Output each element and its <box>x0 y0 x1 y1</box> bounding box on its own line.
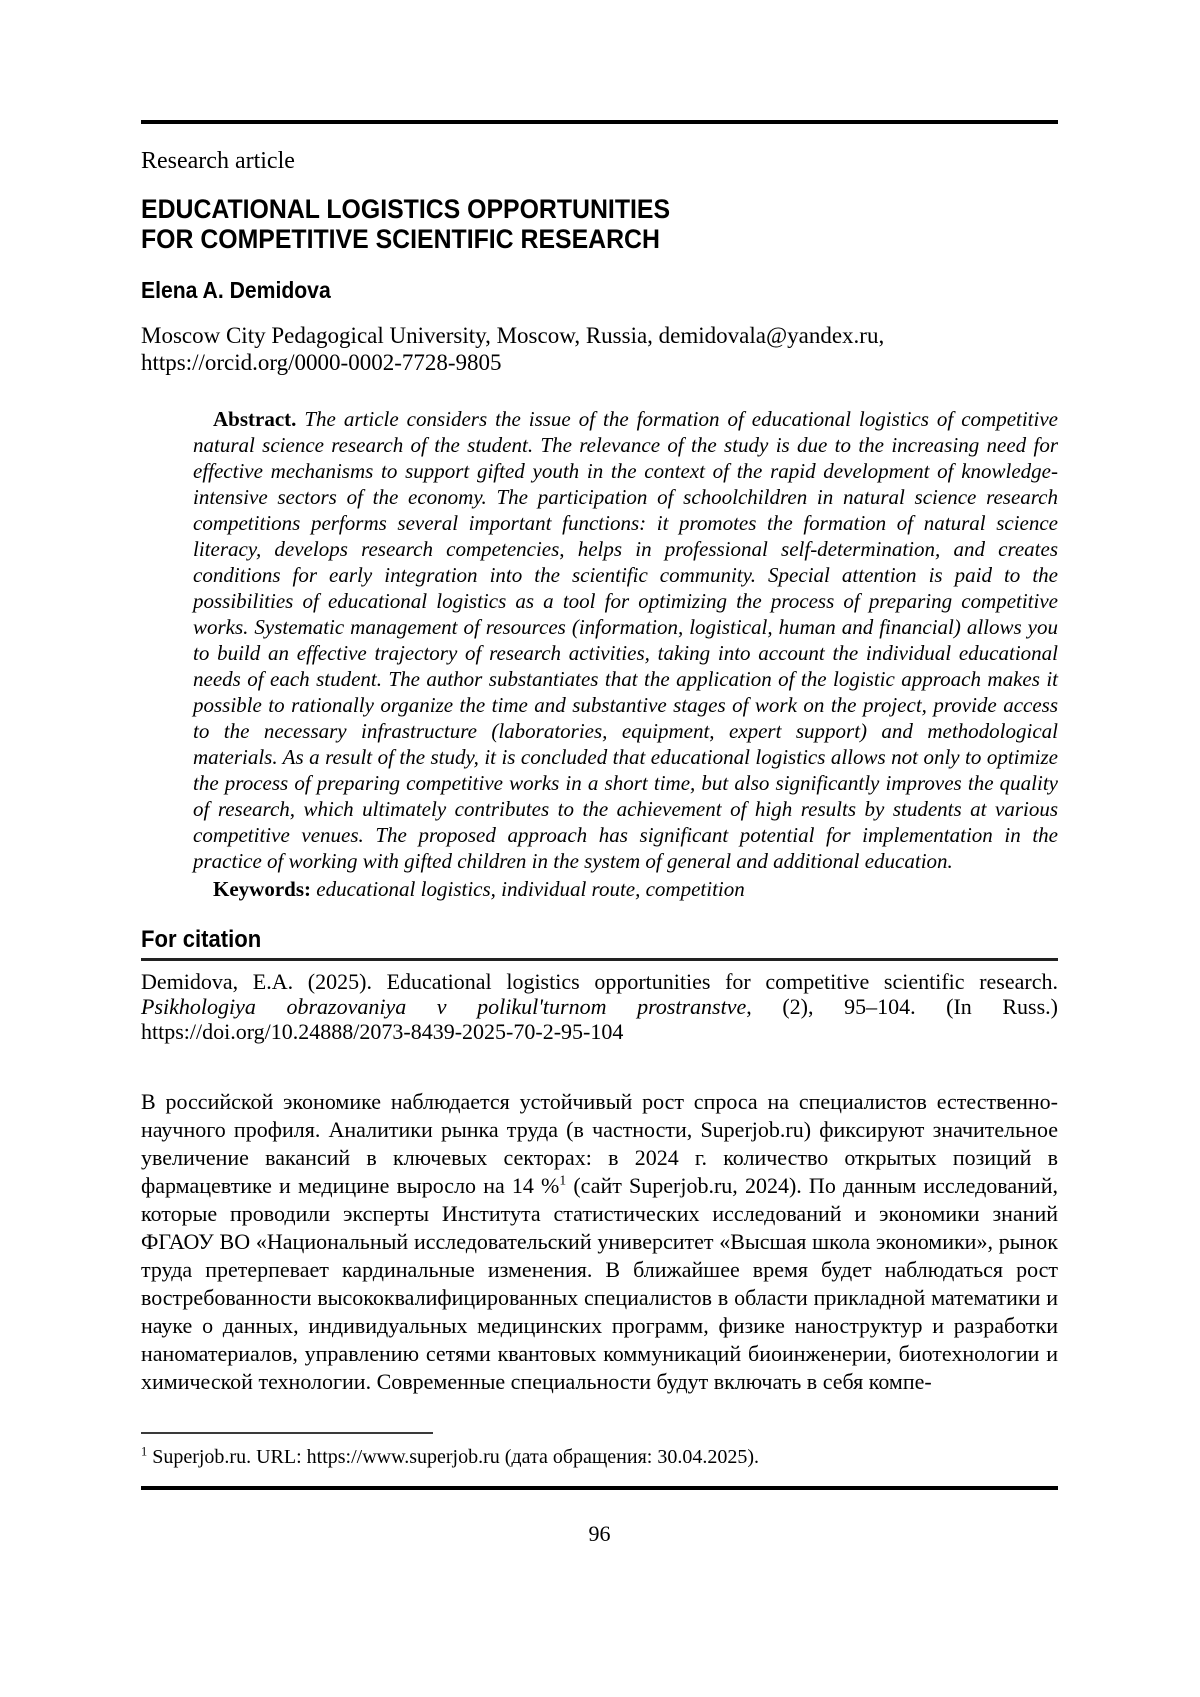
abstract-text: The article considers the issue of the formation of educational logistics of competitive natural science research of the student. The relevance of the study is due to the increasing need for effective mechanisms to support gifted youth in the context of the rapid development of knowledge-intensive sectors of the economy. The participation of schoolchildren in natural science research competitions performs several important functions: it promotes the formation of natural science literacy, develops research competencies, helps in professional self-determination, and creates conditions for early integration into the scientific community. Special attention is paid to the possibilities of educational logistics as a tool for optimizing the process of preparing competitive works. Systematic management of resources (information, logistical, human and financial) allows you to build an effective trajectory of research activities, taking into account the individual educational needs of each student. The author substantiates that the application of the logistic approach makes it possible to rationally organize the time and substantive stages of work on the project, provide access to the necessary infrastructure (laboratories, equipment, expert support) and methodological materials. As a result of the study, it is concluded that educational logistics allows not only to optimize the process of preparing competitive works in a short time, but also significantly improves the quality of research, which ultimately contributes to the achievement of high results by students at various competitive venues. The proposed approach has significant potential for implementation in the practice of working with gifted children in the system of general and additional education. <box>193 407 1058 873</box>
affiliation-text: Moscow City Pedagogical University, Moscow, Russia, demidovala@yandex.ru, <box>141 323 885 348</box>
abstract-paragraph <box>193 406 1058 874</box>
citation-paragraph <box>141 969 1058 1044</box>
article-title <box>141 194 985 254</box>
footnote-text: Superjob.ru. URL: https://www.superjob.ru (дата обращения: 30.04.2025). <box>147 1446 759 1468</box>
top-rule <box>141 120 1058 124</box>
article-type-label: Research article <box>141 148 295 174</box>
footnote-marker: 1 <box>141 1444 148 1459</box>
keywords-label: Keywords: <box>213 877 311 901</box>
article-title-line-1: EDUCATIONAL LOGISTICS OPPORTUNITIES <box>141 194 671 224</box>
citation-text-before-journal: Demidova, E.A. (2025). Educational logistics opportunities for competitive scientific research. <box>141 969 1058 994</box>
footnote-paragraph <box>141 1444 1058 1470</box>
keywords-paragraph <box>193 876 1058 902</box>
abstract-label: Abstract. <box>213 407 297 431</box>
citation-journal-name: Psikhologiya obrazovaniya v polikul'turnom prostranstve <box>141 994 747 1019</box>
footnote-separator-rule <box>141 1432 433 1434</box>
body-paragraph <box>141 1088 1058 1396</box>
bottom-rule <box>141 1486 1058 1490</box>
author-name: Elena A. Demidova <box>141 277 331 303</box>
body-text-before-footnote-ref: В российской экономике наблюдается устойчивый рост спроса на специалистов естественно-научного профиля. Аналитики рынка труда (в частности, Superjob.ru) фиксируют значительное увеличение вакансий в ключевых секторах: в 2024 г. количество открытых позиций в фармацевтике и медицине выросло на 14 % <box>141 1089 1058 1198</box>
footnote-reference-marker: 1 <box>559 1172 567 1188</box>
citation-text-after-journal: , (2), 95–104. (In Russ.) https://doi.org/10.24888/2073-8439-2025-70-2-95-104 <box>141 994 1058 1044</box>
article-title-line-2: FOR COMPETITIVE SCIENTIFIC RESEARCH <box>141 224 660 254</box>
author-affiliation <box>141 322 1058 376</box>
page-number: 96 <box>588 1521 611 1546</box>
for-citation-heading: For citation <box>141 926 262 953</box>
keywords-text: educational logistics, individual route, competition <box>311 877 745 901</box>
body-text-after-footnote-ref: (сайт Superjob.ru, 2024). По данным исследований, которые проводили эксперты Института статистических исследований и экономики знаний ФГАОУ ВО «Национальный исследовательский университет «Высшая школа экономики», рынок труда претерпевает кардинальные изменения. В ближайшее время будет наблюдаться рост востребованности высококвалифицированных специалистов в области прикладной математики и науке о данных, индивидуальных медицинских программ, физике наноструктур и разработки наноматериалов, управлению сетями квантовых коммуникаций биоинженерии, биотехнологии и химической технологии. Современные специальности будут включать в себя компе- <box>141 1173 1058 1394</box>
orcid-url: https://orcid.org/0000-0002-7728-9805 <box>141 350 502 375</box>
for-citation-rule <box>141 958 1058 961</box>
